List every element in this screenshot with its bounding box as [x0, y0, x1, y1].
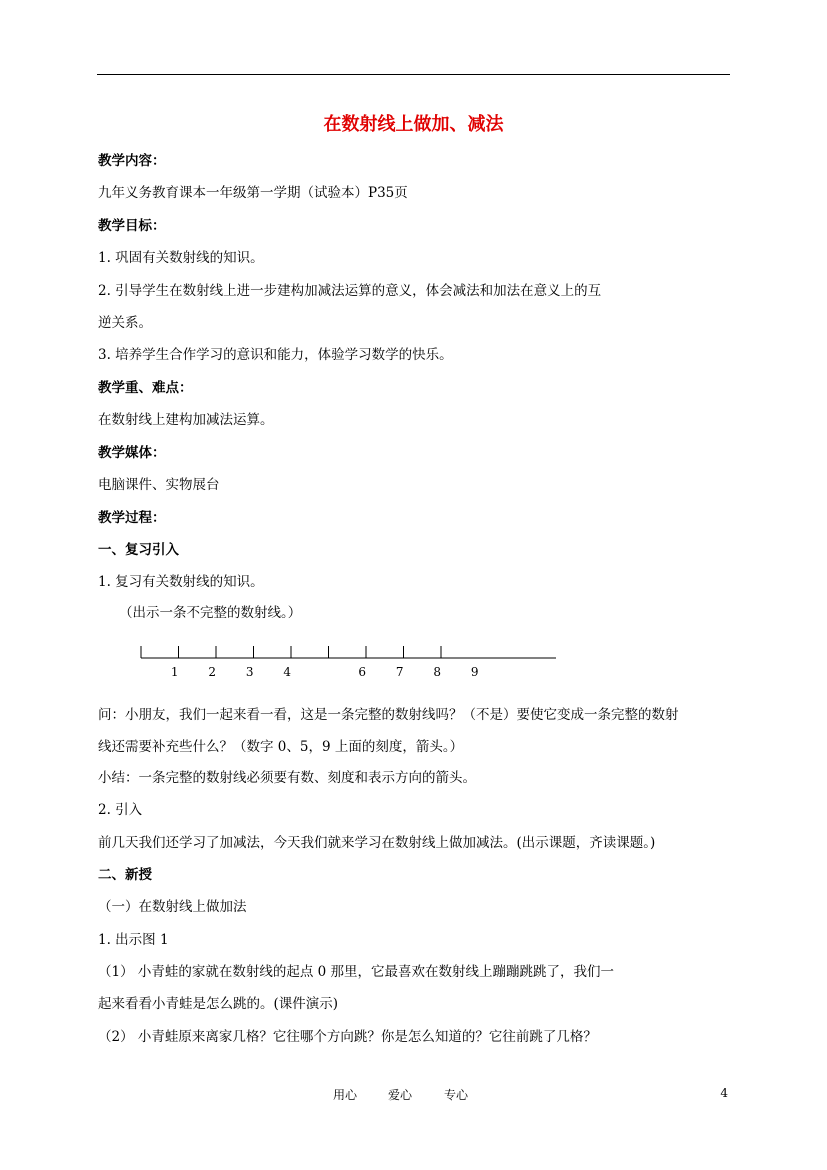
- content-text: 九年义务教育课本一年级第一学期（试验本）P35页: [98, 185, 408, 201]
- document-title: 在数射线上做加、减法: [323, 114, 504, 135]
- key-heading: 教学重、难点：: [98, 380, 193, 396]
- part2-heading: 二、新授: [98, 867, 152, 883]
- number-line: [141, 646, 556, 679]
- number-line-label: 1: [170, 665, 179, 679]
- number-line-label: 3: [245, 665, 254, 679]
- page-number: 4: [720, 1086, 728, 1100]
- figure-1: 1. 出示图 1: [98, 932, 169, 948]
- question-b: 线还需要补充些什么？（数字 0、5，9 上面的刻度，箭头。）: [98, 739, 464, 755]
- goal-2b: 逆关系。: [98, 315, 152, 331]
- part1-heading: 一、复习引入: [98, 542, 179, 558]
- number-line-label: 9: [470, 665, 479, 679]
- item-1b: 起来看看小青蛙是怎么跳的。(课件演示): [98, 996, 339, 1012]
- media-text: 电脑课件、实物展台: [98, 477, 220, 493]
- intro-text: 前几天我们还学习了加减法，今天我们就来学习在数射线上做加减法。(出示课题，齐读课题。): [98, 835, 656, 851]
- footer-item-2: 爱心: [388, 1088, 413, 1102]
- review-1: 1. 复习有关数射线的知识。: [98, 574, 264, 590]
- media-heading: 教学媒体：: [98, 445, 166, 461]
- key-text: 在数射线上建构加减法运算。: [98, 412, 274, 428]
- goal-2a: 2. 引导学生在数射线上进一步建构加减法运算的意义，体会减法和加法在意义上的互: [98, 283, 602, 299]
- number-line-label: 8: [433, 665, 442, 679]
- number-line-label: 7: [395, 665, 404, 679]
- item-1a: （1） 小青蛙的家就在数射线的起点 0 那里，它最喜欢在数射线上蹦蹦跳跳了，我们一: [98, 964, 615, 980]
- goal-1: 1. 巩固有关数射线的知识。: [98, 250, 264, 266]
- sub1-heading: （一）在数射线上做加法: [98, 899, 247, 915]
- item-2: （2） 小青蛙原来离家几格？它往哪个方向跳？你是怎么知道的？它往前跳了几格？: [98, 1029, 597, 1045]
- goals-heading: 教学目标：: [98, 218, 166, 234]
- number-line-label: 6: [358, 665, 367, 679]
- footer-item-1: 用心: [333, 1088, 358, 1102]
- number-line-label: 4: [283, 665, 292, 679]
- footer-item-3: 专心: [444, 1088, 469, 1102]
- summary: 小结：一条完整的数射线必须要有数、刻度和表示方向的箭头。: [98, 770, 476, 786]
- content-heading: 教学内容：: [98, 153, 166, 169]
- question-a: 问：小朋友，我们一起来看一看，这是一条完整的数射线吗？（不是）要使它变成一条完整的数射: [98, 707, 679, 723]
- process-heading: 教学过程：: [98, 510, 166, 526]
- number-line-label: 2: [208, 665, 217, 679]
- review-1-note: （出示一条不完整的数射线。）: [119, 605, 302, 621]
- intro-heading: 2. 引入: [98, 802, 143, 818]
- goal-3: 3. 培养学生合作学习的意识和能力，体验学习数学的快乐。: [98, 347, 453, 363]
